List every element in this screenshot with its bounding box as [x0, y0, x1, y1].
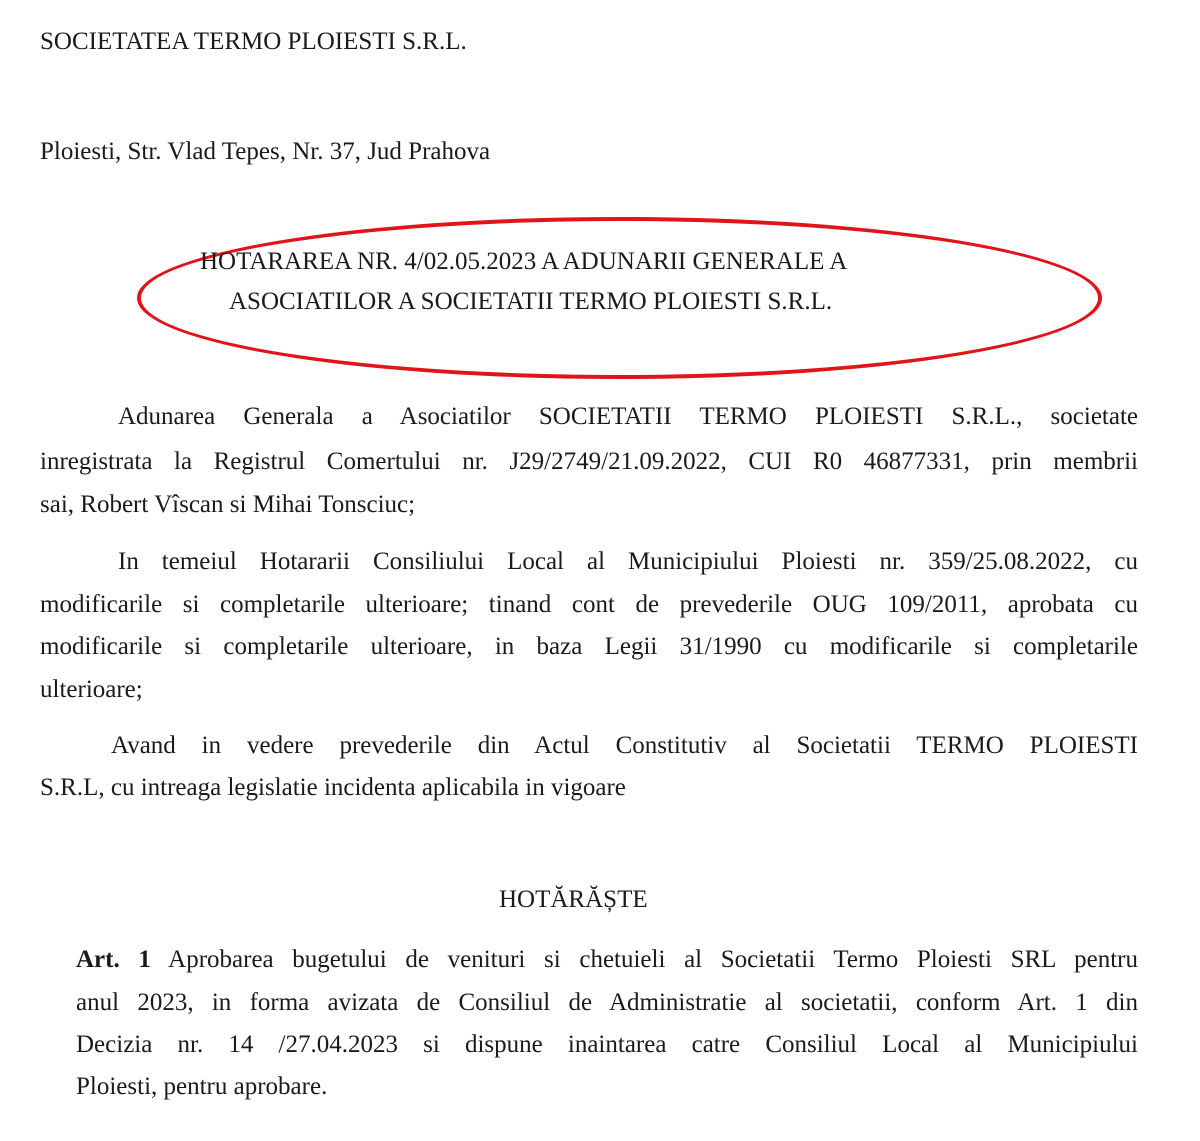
- paragraph-2-line-2: modificarile si completarile ulterioare; tinand cont de prevederile OUG 109/2011, aprobata cu: [40, 591, 1138, 618]
- decision-heading: HOTĂRĂȘTE: [499, 886, 648, 913]
- paragraph-3-line-2: S.R.L, cu intreaga legislatie incidenta aplicabila in vigoare: [40, 774, 626, 801]
- article-1-text: Aprobarea bugetului de venituri si chetuieli al Societatii Termo Ploiesti SRL pentru: [168, 946, 1139, 973]
- paragraph-1-line-2: inregistrata la Registrul Comertului nr. J29/2749/21.09.2022, CUI R0 46877331, prin membrii: [40, 448, 1138, 475]
- document-title-line-2: ASOCIATILOR A SOCIETATII TERMO PLOIESTI S.R.L.: [229, 288, 833, 315]
- paragraph-3-line-1: Avand in vedere prevederile din Actul Constitutiv al Societatii TERMO PLOIESTI: [111, 732, 1138, 759]
- paragraph-2-line-4: ulterioare;: [40, 676, 143, 703]
- paragraph-2-line-1: In temeiul Hotararii Consiliului Local al Municipiului Ploiesti nr. 359/25.08.2022, cu: [118, 548, 1138, 575]
- paragraph-1-line-1: Adunarea Generala a Asociatilor SOCIETATII TERMO PLOIESTI S.R.L., societate: [118, 403, 1138, 430]
- paragraph-2-line-3: modificarile si completarile ulterioare, in baza Legii 31/1990 cu modificarile si completarile: [40, 633, 1138, 660]
- document-title-line-1: HOTARAREA NR. 4/02.05.2023 A ADUNARII GENERALE A: [200, 248, 848, 275]
- article-1-line-4: Ploiesti, pentru aprobare.: [76, 1073, 328, 1100]
- paragraph-1-line-3: sai, Robert Vîscan si Mihai Tonsciuc;: [40, 491, 416, 518]
- article-1-line-1: [76, 945, 1138, 975]
- article-1-label: Art. 1: [76, 946, 151, 973]
- company-address: Ploiesti, Str. Vlad Tepes, Nr. 37, Jud Prahova: [40, 138, 491, 165]
- article-1-line-3: Decizia nr. 14 /27.04.2023 si dispune inaintarea catre Consiliul Local al Municipiului: [76, 1031, 1138, 1058]
- company-name: SOCIETATEA TERMO PLOIESTI S.R.L.: [40, 28, 467, 55]
- article-1-line-2: anul 2023, in forma avizata de Consiliul de Administratie al societatii, conform Art. 1 din: [76, 989, 1138, 1016]
